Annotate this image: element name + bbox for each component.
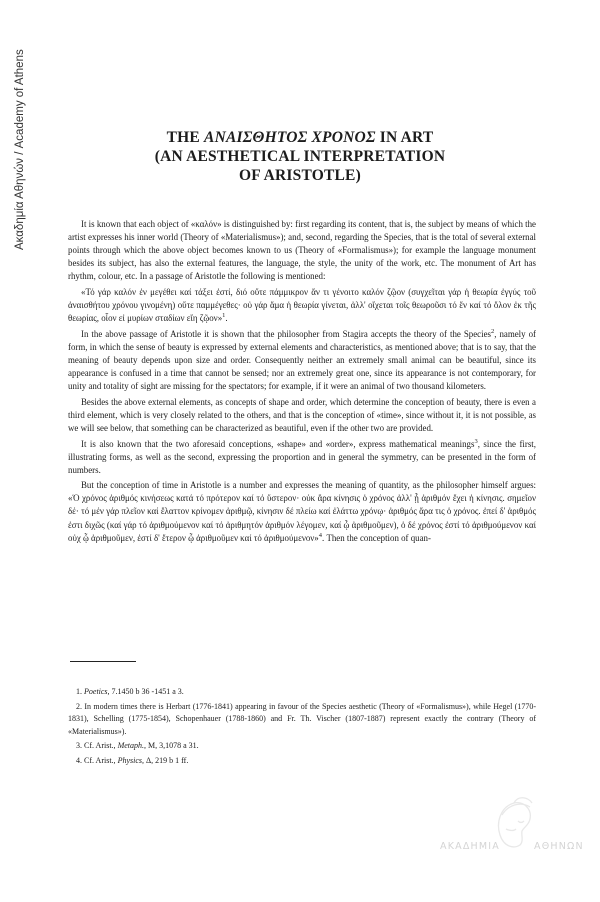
side-label-text: Ακαδημία Αθηνών / Academy of Athens bbox=[14, 49, 26, 250]
footnote-2: 2. In modern times there is Herbart (1776-1841) appearing in favour of the Species aesthetic (Theory of «Formalismus»), while Hegel (1770-1831), Schelling (1775-1854), Schopenhauer (1788-1860) and Fr. Th. Vischer (1807-1887) represent exactly the contrary (Theory of «Materialismus»). bbox=[68, 701, 537, 736]
paragraph-3: In the above passage of Aristotle it is shown that the philosopher from Stagira accepts the theory of the Species$^2$, namely of form, in which the sense of beauty is expressed by external elements and characteristics, as mentioned above; that is to say, that the meaning of beauty depends upon size and order. Consequently neither an extremely small animal can be beautiful, since its appearance is confused in a time that cannot be sensed; nor an extremely great one, since its appearance is not contemporary, for unity and totality of sight are missing for the spectators; for example, if it were an animal of two thousand kilometers. bbox=[68, 327, 537, 392]
footnotes bbox=[68, 686, 536, 769]
title-line-1-suffix: IN ART bbox=[375, 129, 434, 146]
paragraph-4: Besides the above external elements, as concepts of shape and order, which determine the conception of beauty, there is even a third element, which is very closely related to the others, and that is the conception of «time», since without it, it is not possible, as we will see below, that something can be characterized as beautiful, even if the other two are provided. bbox=[68, 396, 536, 433]
archive-side-label bbox=[14, 40, 28, 250]
article-title bbox=[60, 128, 540, 185]
watermark-word-right: ΑΘΗΝΩΝ bbox=[534, 841, 584, 852]
footnote-1: 1. Poetics, 7.1450 b 36 -1451 a 3. bbox=[76, 687, 184, 696]
academy-watermark bbox=[440, 795, 590, 875]
footnote-ref-2[interactable]: 2 bbox=[490, 327, 495, 335]
title-line-1-greek: ΑΝΑΙΣΘΗΤΟΣ ΧΡΟΝΟΣ bbox=[204, 129, 376, 146]
title-line-1-prefix: THE bbox=[166, 129, 205, 146]
footnote-ref-1[interactable]: 1 bbox=[222, 312, 226, 320]
footnote-separator bbox=[70, 661, 136, 662]
title-line-2: (AN AESTHETICAL INTERPRETATION bbox=[154, 148, 446, 165]
paragraph-5: It is also known that the two aforesaid conceptions, «shape» and «order», express mathematical meanings$^3$, since the first, illustrating forms, as well as the second, expressing the proportion and in general the symmetry, can be presented in the form of numbers. bbox=[68, 437, 536, 475]
paragraph-1: It is known that each object of «καλόν» is distinguished by: first regarding its content, that is, the subject by means of which the artist expresses his inner world (Theory of «Materialismus»); and, second, regarding the Species, that is the total of several external points through which the above object becomes known to us (Theory of «Formalismus»); for example the language monument besides its subject, has also the external features, the language, the style, the unity of the work, etc. The monument of Art has rhythm, colour, etc. In a passage of Aristotle the following is mentioned: bbox=[68, 219, 536, 282]
footnote-4: 4. Cf. Arist., Physics, Δ, 219 b 1 ff. bbox=[76, 755, 189, 765]
title-line-3: OF ARISTOTLE) bbox=[239, 167, 361, 184]
footnote-ref-4[interactable]: 4 bbox=[318, 531, 322, 539]
paragraph-6: But the conception of time in Aristotle is a number and expresses the meaning of quantity, as the philosopher himself argues: «Ὁ χρόνος ἀριθμός κινήσεως κατά τό πρότερον καί τό ὕστερον· οὐκ ἄρα κίνησις ὁ χρόνος ἀλλ' ᾗ ἀριθμόν ἔχει ἡ κίνησις. σημεῖον δέ· τό μέν γάρ πλεῖον καί ἔλαττον κρίνομεν ἀριθμῷ, κίνησιν δέ πλείω καί ἐλάττω χρόνῳ· ἀριθμός ἄρα τις ὁ χρόνος. ἐπεί δ' ἀριθμός ἐστι διχῶς (καί γάρ τό ἀριθμούμενον καί τό ἀριθμητόν ἀριθμόν λέγομεν, καί ᾧ ἀριθμοῦμεν), ὁ δέ χρόνος ἐστί τό ἀριθμούμενον καί οὐχ ᾧ ἀριθμοῦμεν, ἐστί δ' ἕτερον ᾧ ἀριθμοῦμεν καί τό ἀριθμούμενον»$^4$. Then the conception of quan- bbox=[68, 480, 536, 543]
footnote-3: 3. Cf. Arist., Metaph., M, 3,1078 a 31. bbox=[76, 741, 199, 750]
article-body bbox=[68, 218, 536, 547]
paragraph-2-greek-quote: «Τό γάρ καλόν ἐν μεγέθει καί τάξει ἐστί, διό οὔτε πάμμικρον ἄν τι γένοιτο καλόν ζῷον (συγχεῖται γάρ ἡ θεωρία ἐγγύς τοῦ ἀναισθήτου χρόνου γινομένη) οὔτε παμμέγεθες· οὐ γάρ ἅμα ἡ θεωρία γίνεται, ἀλλ' οἴχεται τοῖς θεωροῦσι τό ἕν καί τό ὅλον ἐκ τῆς θεωρίας, οἷον εἰ μυρίων σταδίων εἴη ζῷον»$^1$. bbox=[68, 286, 536, 324]
footnote-ref-3[interactable]: 3 bbox=[474, 437, 478, 445]
title-line-1 bbox=[60, 128, 540, 147]
watermark-word-left: ΑΚΑΔΗΜΙΑ bbox=[440, 841, 500, 852]
